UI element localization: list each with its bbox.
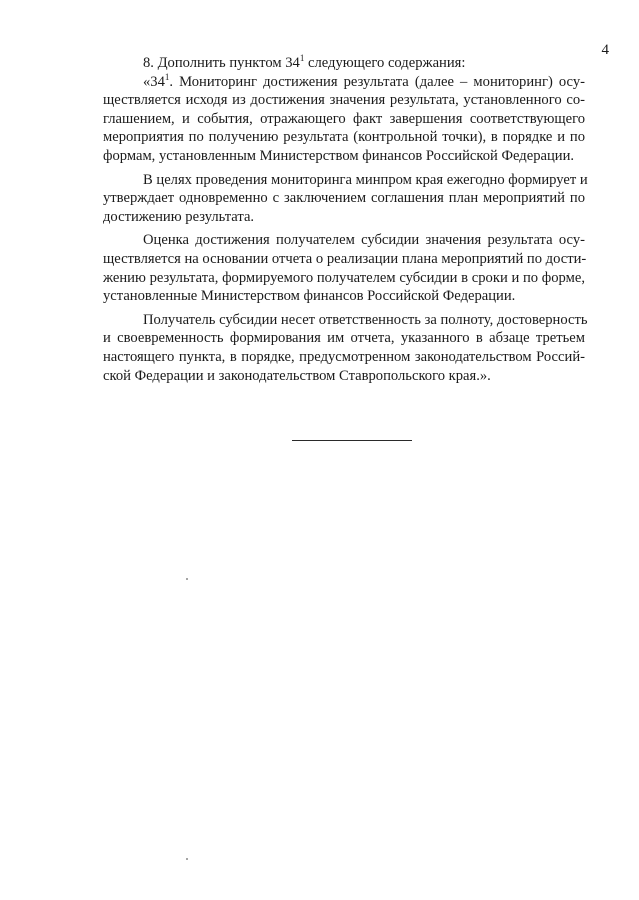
scan-speck (186, 858, 188, 860)
item-8-prefix: 8. Дополнить пунктом 34 (143, 55, 300, 71)
paragraph-line: утверждает одновременно с заключением соглашения план мероприятий по (103, 190, 585, 207)
end-divider (292, 440, 412, 441)
paragraph-line: Получатель субсидии несет ответственность за полноту, достоверность (143, 311, 588, 328)
paragraph-line: жению результата, формируемого получателем субсидии в сроки и по форме, (103, 269, 585, 286)
paragraph-line: ществляется на основании отчета о реализации плана мероприятий по дости- (103, 250, 587, 267)
paragraph-responsibility (103, 311, 588, 385)
paragraph-line: глашением, и события, отражающего факт завершения соответствующего (103, 110, 585, 127)
item-8-superscript: 1 (299, 53, 305, 63)
item-8-heading (103, 54, 585, 73)
paragraph-line: и своевременность формирования им отчета, указанного в абзаце третьем (103, 330, 585, 347)
paragraph-line (103, 73, 585, 92)
document-body (103, 53, 588, 385)
paragraph-line: достижению результата. (103, 208, 255, 225)
paragraph-line: формам, установленным Министерством финансов Российской Федерации. (103, 147, 575, 164)
page-number: 4 (601, 42, 609, 58)
paragraph-line: настоящего пункта, в порядке, предусмотренном законодательством Россий- (103, 348, 585, 365)
paragraph-plan (103, 171, 588, 227)
paragraph-line: ществляется исходя из достижения значения результата, установленного со- (103, 92, 585, 109)
paragraph-line: установленные Министерством финансов Российской Федерации. (103, 288, 516, 305)
paragraph-line: Оценка достижения получателем субсидии значения результата осу- (143, 232, 585, 249)
paragraph-monitoring (103, 73, 585, 166)
scan-speck (186, 578, 188, 580)
paragraph-line: ской Федерации и законодательством Ставропольского края.». (103, 367, 491, 384)
paragraph-line: мероприятия по получению результата (контрольной точки), в порядке и по (103, 129, 585, 146)
paragraph-assessment (103, 231, 585, 305)
clause-superscript: 1 (164, 71, 170, 82)
paragraph-line: В целях проведения мониторинга минпром края ежегодно формирует и (143, 171, 588, 188)
item-8-suffix: следующего содержания: (304, 55, 466, 71)
clause-prefix: «34 (143, 73, 165, 90)
clause-suffix: . Мониторинг достижения результата (далее – мониторинг) осу- (169, 73, 585, 90)
